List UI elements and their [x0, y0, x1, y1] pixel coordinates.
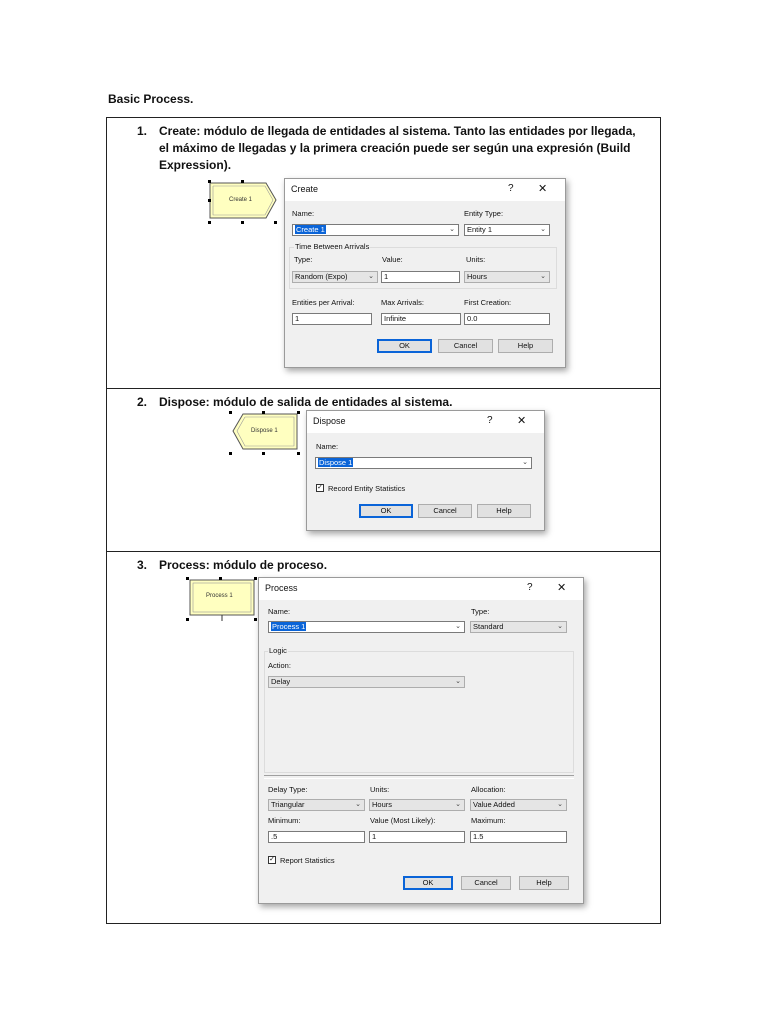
chevron-down-icon: ⌄ [522, 459, 528, 466]
most-likely-field[interactable] [369, 831, 465, 843]
units-label: Units: [466, 255, 486, 264]
units-label: Units: [370, 785, 390, 794]
maximum-label: Maximum: [471, 816, 506, 825]
name-label: Name: [316, 442, 339, 451]
value-field[interactable] [381, 271, 460, 283]
create-dialog [284, 178, 566, 368]
item-number: 2. [137, 395, 148, 409]
max-arrivals-value: Infinite [384, 314, 407, 323]
name-value: Process 1 [272, 622, 306, 631]
chevron-down-icon: ⌄ [557, 623, 563, 630]
name-value: Create 1 [296, 225, 325, 234]
close-icon[interactable]: ✕ [538, 183, 548, 195]
first-creation-value: 0.0 [467, 314, 478, 323]
dispose-module-shape[interactable] [229, 411, 301, 455]
chevron-down-icon: ⌄ [455, 623, 461, 630]
dispose-dialog [306, 410, 545, 531]
name-label: Name: [292, 209, 315, 218]
type-value: Standard [473, 622, 504, 631]
action-value: Delay [271, 677, 291, 686]
table-row-create [107, 118, 660, 389]
ok-button[interactable]: OK [377, 339, 432, 353]
allocation-label: Allocation: [471, 785, 506, 794]
chevron-down-icon: ⌄ [449, 226, 455, 233]
dialog-title: Create [291, 184, 319, 194]
chevron-down-icon: ⌄ [540, 226, 546, 233]
minimum-field[interactable] [268, 831, 365, 843]
action-combobox[interactable] [268, 676, 465, 688]
entities-per-arrival-field[interactable] [292, 313, 372, 325]
delay-type-label: Delay Type: [268, 785, 308, 794]
group-label: Time Between Arrivals [295, 242, 370, 251]
entities-per-arrival-value: 1 [295, 314, 300, 323]
record-entity-statistics-checkbox[interactable]: ✓ [317, 484, 323, 491]
chevron-down-icon: ⌄ [540, 273, 546, 280]
help-icon[interactable]: ? [508, 183, 514, 194]
entities-per-arrival-label: Entities per Arrival: [292, 298, 355, 307]
item-description: Dispose: módulo de salida de entidades al sistema. [159, 395, 453, 409]
chevron-down-icon: ⌄ [455, 801, 461, 808]
most-likely-label: Value (Most Likely): [370, 816, 436, 825]
maximum-value: 1.5 [473, 832, 484, 841]
item-number: 1. [137, 124, 148, 138]
type-combobox[interactable] [292, 271, 378, 283]
item-description: Create: módulo de llegada de entidades al sistema. Tanto las entidades por llegada, el máximo de llegadas y la primera creación puede ser según una expresión (Build Expression). [159, 124, 636, 172]
first-creation-label: First Creation: [464, 298, 512, 307]
logic-group [264, 651, 574, 773]
units-value: Hours [467, 272, 488, 281]
chevron-down-icon: ⌄ [455, 678, 461, 685]
record-entity-statistics-label: Record Entity Statistics [328, 484, 406, 493]
cancel-button[interactable]: Cancel [461, 876, 511, 890]
item-create-text [137, 123, 647, 172]
allocation-value: Value Added [473, 800, 515, 809]
minimum-label: Minimum: [268, 816, 301, 825]
table-row-process [107, 552, 660, 924]
entity-type-value: Entity 1 [467, 225, 493, 234]
cancel-button[interactable]: Cancel [418, 504, 472, 518]
dialog-titlebar [307, 411, 544, 433]
max-arrivals-field[interactable] [381, 313, 461, 325]
help-icon[interactable]: ? [527, 582, 533, 593]
help-button[interactable]: Help [519, 876, 569, 890]
help-icon[interactable]: ? [487, 415, 493, 426]
document-title: Basic Process. [108, 92, 194, 106]
dialog-titlebar [259, 578, 583, 600]
help-button[interactable]: Help [477, 504, 531, 518]
max-arrivals-label: Max Arrivals: [381, 298, 424, 307]
delay-type-value: Triangular [271, 800, 305, 809]
units-combobox[interactable] [464, 271, 550, 283]
cancel-button[interactable]: Cancel [438, 339, 493, 353]
type-combobox[interactable] [470, 621, 567, 633]
create-module-label: Create 1 [229, 197, 253, 203]
name-combobox[interactable] [315, 457, 532, 469]
ok-button[interactable]: OK [403, 876, 453, 890]
close-icon[interactable]: ✕ [557, 582, 567, 594]
help-button[interactable]: Help [498, 339, 553, 353]
close-icon[interactable]: ✕ [517, 415, 527, 427]
units-value: Hours [372, 800, 393, 809]
process-module-label: Process 1 [206, 593, 233, 599]
action-label: Action: [268, 661, 291, 670]
item-dispose-text [137, 394, 647, 411]
delay-type-combobox[interactable] [268, 799, 365, 811]
value-label: Value: [382, 255, 403, 264]
type-label: Type: [294, 255, 313, 264]
name-combobox[interactable] [292, 224, 459, 236]
ok-button[interactable]: OK [359, 504, 413, 518]
most-likely-value: 1 [372, 832, 377, 841]
report-statistics-label: Report Statistics [280, 856, 335, 865]
process-module-shape[interactable] [186, 577, 258, 621]
chevron-down-icon: ⌄ [368, 273, 374, 280]
content-table [106, 117, 661, 924]
report-statistics-checkbox[interactable]: ✓ [269, 856, 275, 863]
name-combobox[interactable] [268, 621, 465, 633]
name-label: Name: [268, 607, 291, 616]
type-label: Type: [471, 607, 490, 616]
logic-label: Logic [269, 646, 287, 655]
entity-type-combobox[interactable] [464, 224, 550, 236]
process-dialog [258, 577, 584, 904]
dispose-module-label: Dispose 1 [251, 428, 278, 434]
process-module-icon [186, 577, 258, 621]
dialog-title: Process [265, 583, 298, 593]
entity-type-label: Entity Type: [464, 209, 504, 218]
first-creation-field[interactable] [464, 313, 550, 325]
create-module-shape[interactable] [208, 180, 280, 224]
dialog-titlebar [285, 179, 565, 201]
item-process-text [137, 557, 647, 574]
type-value: Random (Expo) [295, 272, 348, 281]
units-combobox[interactable] [369, 799, 465, 811]
section-divider [264, 775, 574, 779]
chevron-down-icon: ⌄ [557, 801, 563, 808]
maximum-field[interactable] [470, 831, 567, 843]
allocation-combobox[interactable] [470, 799, 567, 811]
minimum-value: .5 [271, 832, 278, 841]
table-row-dispose [107, 389, 660, 552]
item-number: 3. [137, 558, 148, 572]
dialog-title: Dispose [313, 416, 346, 426]
value-text: 1 [384, 272, 389, 281]
chevron-down-icon: ⌄ [355, 801, 361, 808]
item-description: Process: módulo de proceso. [159, 558, 328, 572]
name-value: Dispose 1 [319, 458, 353, 467]
